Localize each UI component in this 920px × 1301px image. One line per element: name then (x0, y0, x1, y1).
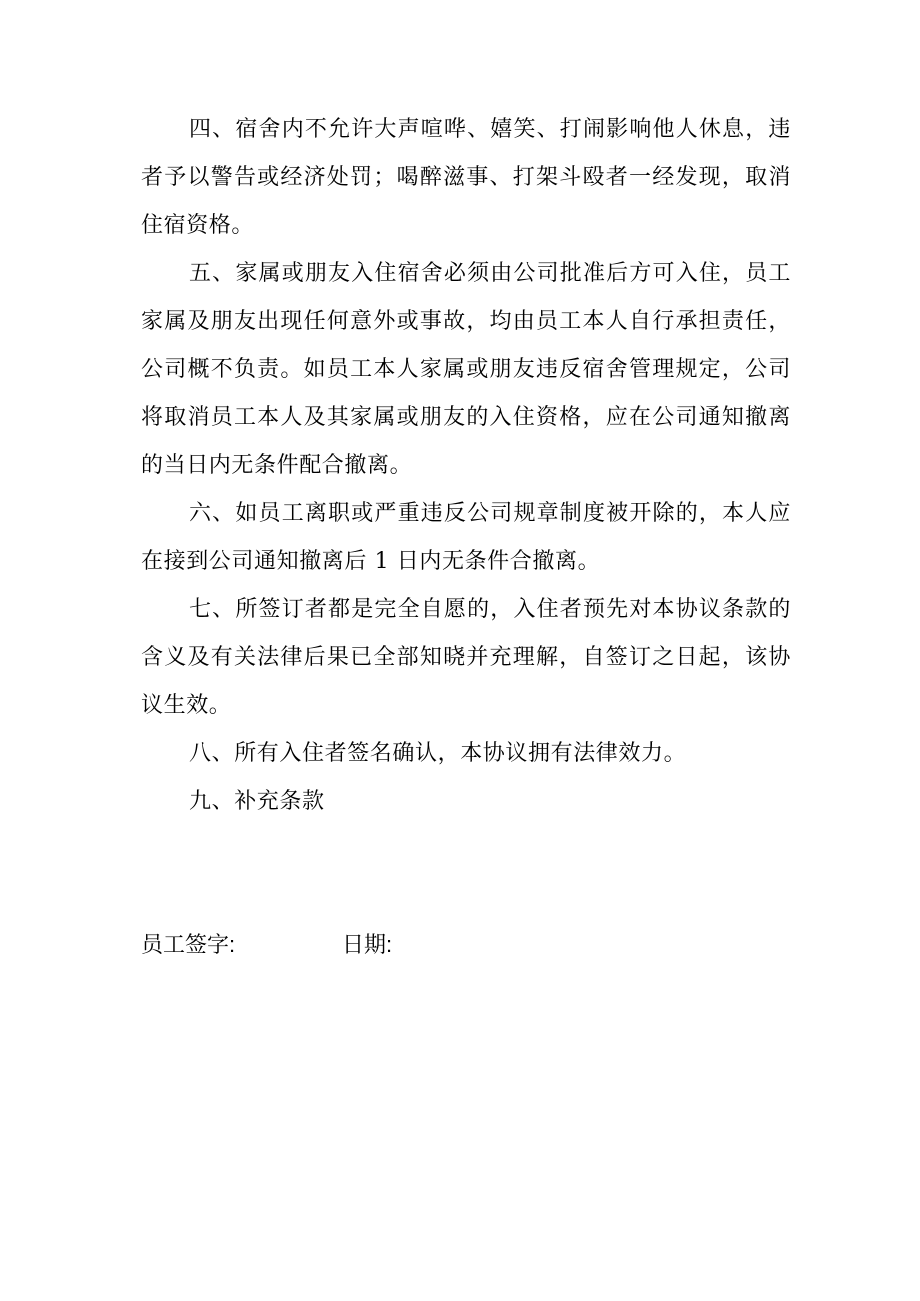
signature-row (141, 930, 791, 960)
clause-7: 七、所签订者都是完全自愿的，入住者预先对本协议条款的含义及有关法律后果已全部知晓并充理解，自签订之日起，该协议生效。 (141, 597, 791, 718)
date-label: 日期: (342, 932, 393, 957)
clause-5: 五、家属或朋友入住宿舍必须由公司批准后方可入住，员工家属及朋友出现任何意外或事故，均由员工本人自行承担责任，公司概不负责。如员工本人家属或朋友违反宿舍管理规定，公司将取消员工本人及其家属或朋友的入住资格，应在公司通知撤离的当日内无条件配合撤离。 (141, 261, 791, 478)
clause-8: 八、所有入住者签名确认，本协议拥有法律效力。 (189, 741, 687, 766)
clause-4: 四、宿舍内不允许大声喧哗、嬉笑、打闹影响他人休息，违者予以警告或经济处罚；喝醉滋事、打架斗殴者一经发现，取消住宿资格。 (141, 117, 791, 238)
clause-6: 六、如员工离职或严重违反公司规章制度被开除的，本人应在接到公司通知撤离后 1 日内无条件合撤离。 (141, 501, 791, 574)
employee-signature-label: 员工签字: (141, 932, 236, 957)
agreement-clauses (141, 106, 791, 826)
clause-9: 九、补充条款 (189, 789, 325, 814)
